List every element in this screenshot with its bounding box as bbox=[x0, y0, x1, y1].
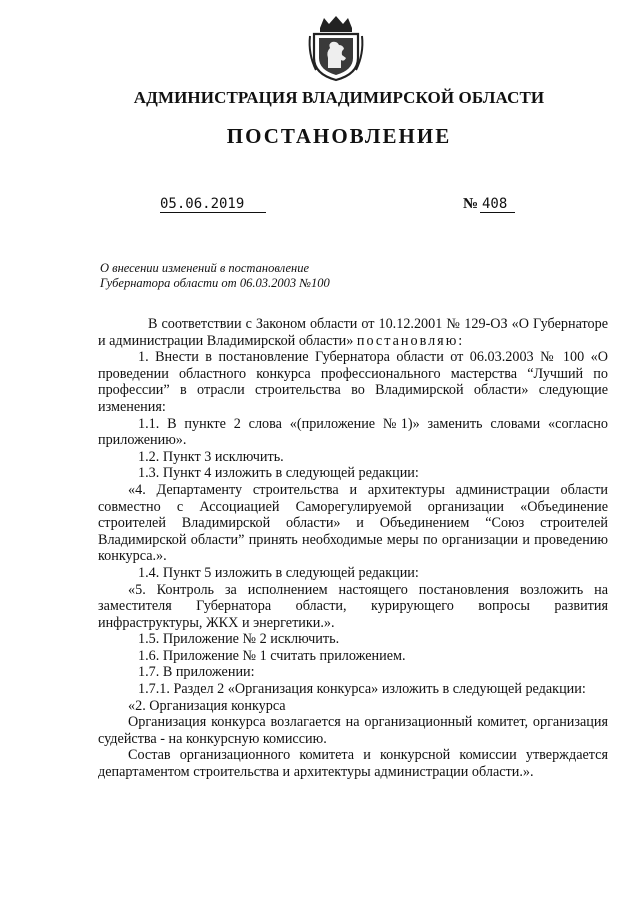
paragraph-1-3: 1.3. Пункт 4 изложить в следующей редакции: bbox=[138, 465, 419, 482]
paragraph-1: 1. Внести в постановление Губернатора области от 06.03.2003 № 100 «О проведении областного конкурса профессионального мастерства “Лучший по профессии” в отрасли строительства во Владимирской области» следующие изменения: bbox=[98, 349, 608, 415]
paragraph-1-7: 1.7. В приложении: bbox=[138, 664, 255, 681]
decree-word: постановляю: bbox=[356, 332, 465, 349]
document-date: 05.06.2019 bbox=[160, 196, 266, 213]
document-body bbox=[98, 316, 608, 781]
document-subject bbox=[100, 261, 330, 291]
subject-line-2: Губернатора области от 06.03.2003 №100 bbox=[100, 276, 330, 290]
organization-name: АДМИНИСТРАЦИЯ ВЛАДИМИРСКОЙ ОБЛАСТИ bbox=[133, 88, 545, 107]
section-title: «2. Организация конкурса bbox=[128, 697, 286, 714]
document-type: ПОСТАНОВЛЕНИЕ bbox=[226, 124, 452, 148]
document-number-label: № bbox=[463, 196, 479, 212]
paragraph-1-6: 1.6. Приложение № 1 считать приложением. bbox=[138, 647, 406, 664]
paragraph-1-2: 1.2. Пункт 3 исключить. bbox=[138, 448, 284, 465]
paragraph-4-quote: «4. Департаменту строительства и архитектуры администрации области совместно с Ассоциацией Саморегулируемой организации «Объединение строителей Владимирской области» и Объединением “Союз строителей Владимирской области” принять необходимые меры по организации и проведению конкурса.». bbox=[98, 481, 608, 565]
paragraph-1-5: 1.5. Приложение № 2 исключить. bbox=[138, 631, 340, 648]
paragraph-1-1: 1.1. В пункте 2 слова «(приложение №1)» заменить словами «согласно приложению». bbox=[98, 415, 608, 449]
section-paragraph-1: Организация конкурса возлагается на организационный комитет, организация судейства - на конкурсную комиссию. bbox=[98, 714, 608, 747]
paragraph-1-7-1: 1.7.1. Раздел 2 «Организация конкурса» изложить в следующей редакции: bbox=[138, 681, 586, 698]
section-paragraph-2: Состав организационного комитета и конкурсной комиссии утверждается департаментом строительства и архитектуры администрации области.». bbox=[98, 747, 608, 781]
document-number: 408 bbox=[480, 196, 515, 213]
paragraph-5-quote: «5. Контроль за исполнением настоящего постановления возложить на заместителя Губернатора области, курирующего вопросы развития инфраструктуры, ЖКХ и энергетики.». bbox=[98, 581, 608, 631]
preamble-paragraph bbox=[98, 316, 608, 349]
preamble-text: В соответствии с Законом области от 10.12.2001 № 129-ОЗ «О Губернаторе и администрации Владимирской области» bbox=[98, 316, 608, 349]
paragraph-1-4: 1.4. Пункт 5 изложить в следующей редакции: bbox=[138, 564, 419, 581]
coat-of-arms-icon bbox=[306, 14, 366, 82]
subject-line-1: О внесении изменений в постановление bbox=[100, 261, 310, 275]
